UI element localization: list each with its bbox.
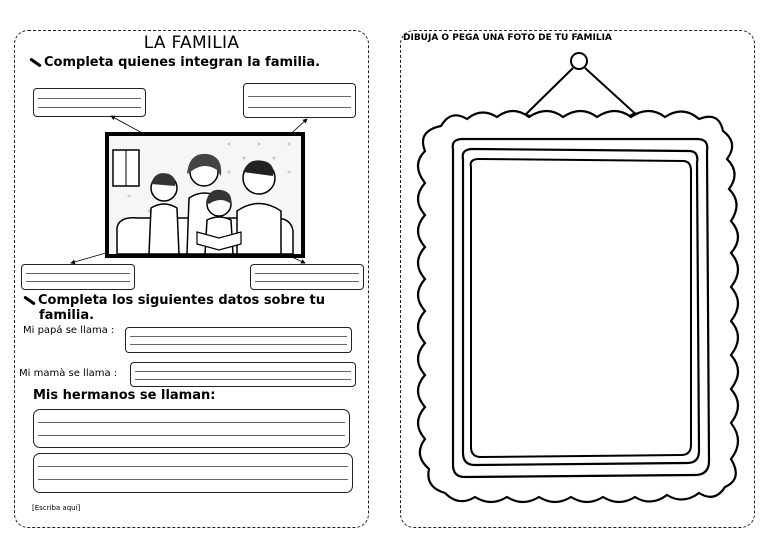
instruction-complete-data [23, 293, 325, 308]
instruction-complete-family-text: Completa quienes integran la familia. [44, 55, 321, 70]
left-worksheet-panel [14, 30, 369, 528]
placeholder-caption: [Escriba aquí] [32, 504, 81, 512]
pencil-icon [23, 296, 35, 306]
instruction-complete-data-line1: Completa los siguientes datos sobre tu [38, 293, 326, 308]
family-illustration [105, 132, 305, 258]
picture-frame-icon [401, 31, 756, 529]
field-papa-label: Mi papá se llama : [23, 325, 115, 336]
field-papa-input[interactable] [125, 327, 352, 353]
siblings-input-2[interactable] [33, 453, 353, 493]
siblings-heading: Mis hermanos se llaman: [33, 388, 216, 403]
instruction-complete-data-line2: familia. [39, 308, 95, 323]
drawing-instruction: DIBUJA O PEGA UNA FOTO DE TU FAMILIA [403, 33, 612, 43]
siblings-input-1[interactable] [33, 409, 350, 448]
worksheet-title: LA FAMILIA [143, 33, 240, 53]
field-mama-input[interactable] [130, 362, 356, 387]
right-drawing-panel [400, 30, 755, 528]
field-mama-label: Mi mamà se llama : [19, 368, 118, 379]
